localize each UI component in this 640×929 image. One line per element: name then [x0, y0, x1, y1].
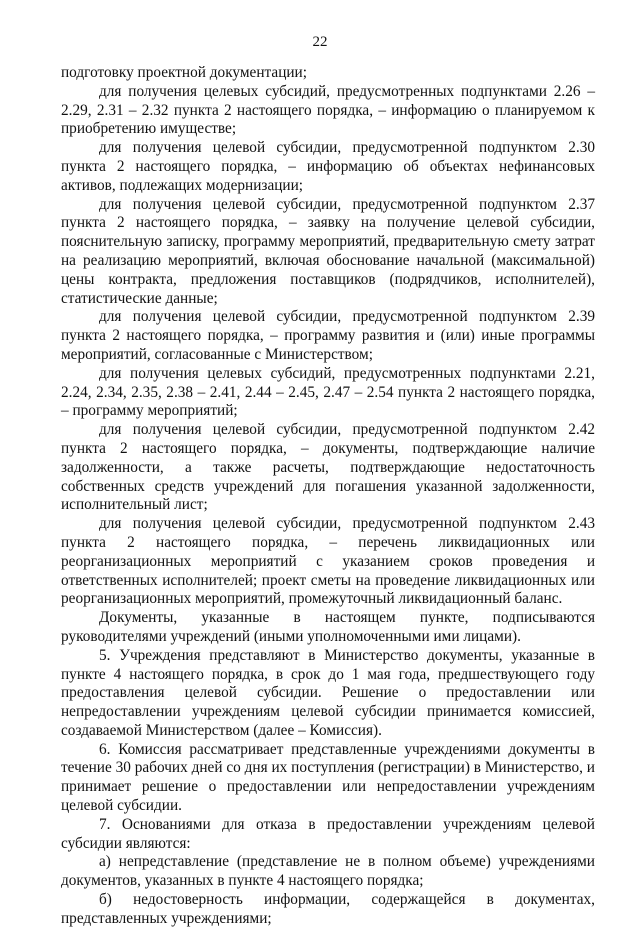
paragraph: 7. Основаниями для отказа в предоставлении учреждениям целевой субсидии являются:: [61, 815, 595, 852]
paragraph: для получения целевой субсидии, предусмотренной подпунктом 2.42 пункта 2 настоящего порядка, – документы, подтверждающие наличие задолженности, а также расчеты, подтверждающие недостаточность собственных средств учреждений для погашения указанной задолженности, исполнительный лист;: [61, 421, 595, 514]
paragraph: а) непредставление (представление не в полном объеме) учреждениями документов, указанных в пункте 4 настоящего порядка;: [61, 853, 595, 890]
paragraph: 6. Комиссия рассматривает представленные учреждениями документы в течение 30 рабочих дней со дня их поступления (регистрации) в Министерство, и принимает решение о предоставлении или непредоставлении учреждениям целевой субсидии.: [61, 740, 595, 815]
paragraph: б) недостоверность информации, содержащейся в документах, представленных учреждениями;: [61, 891, 595, 927]
page-number: 22: [312, 34, 328, 50]
paragraph: для получения целевой субсидии, предусмотренной подпунктом 2.30 пункта 2 настоящего порядка, – информацию об объектах нефинансовых активов, подлежащих модернизации;: [61, 139, 595, 194]
paragraph: для получения целевой субсидии, предусмотренной подпунктом 2.43 пункта 2 настоящего порядка, – перечень ликвидационных или реорганизационных мероприятий с указанием сроков проведения и ответственных исполнителей; проект сметы на проведение ликвидационных или реорганизационных мероприятий, промежуточный ликвидационный баланс.: [61, 515, 595, 608]
paragraph: подготовку проектной документации;: [61, 64, 307, 81]
paragraph: для получения целевой субсидии, предусмотренной подпунктом 2.37 пункта 2 настоящего порядка, – заявку на получение целевой субсидии, пояснительную записку, программу мероприятий, предварительную смету затрат на реализацию мероприятий, включая обоснование начальной (максимальной) цены контракта, предложения поставщиков (подрядчиков, исполнителей), статистические данные;: [61, 195, 595, 307]
paragraph: 5. Учреждения представляют в Министерство документы, указанные в пункте 4 настоящего порядка, в срок до 1 мая года, предшествующего году предоставления целевой субсидии. Решение о предоставлении или непредоставлении учреждениям целевой субсидии принимается комиссией, создаваемой Министерством (далее – Комиссия).: [61, 646, 595, 739]
paragraph: для получения целевых субсидий, предусмотренных подпунктами 2.21, 2.24, 2.34, 2.35, 2.38 – 2.41, 2.44 – 2.45, 2.47 – 2.54 пункта 2 настоящего порядка, – программу мероприятий;: [61, 364, 595, 420]
paragraph: Документы, указанные в настоящем пункте, подписываются руководителями учреждений (иными уполномоченными ими лицами).: [61, 609, 595, 645]
paragraph: для получения целевой субсидии, предусмотренной подпунктом 2.39 пункта 2 настоящего порядка, – программу развития и (или) иные программы мероприятий, согласованные с Министерством;: [61, 308, 595, 363]
paragraph: для получения целевых субсидий, предусмотренных подпунктами 2.26 – 2.29, 2.31 – 2.32 пункта 2 настоящего порядка, – информацию о планируемом к приобретению имуществе;: [61, 82, 595, 138]
document-body: [61, 64, 595, 929]
